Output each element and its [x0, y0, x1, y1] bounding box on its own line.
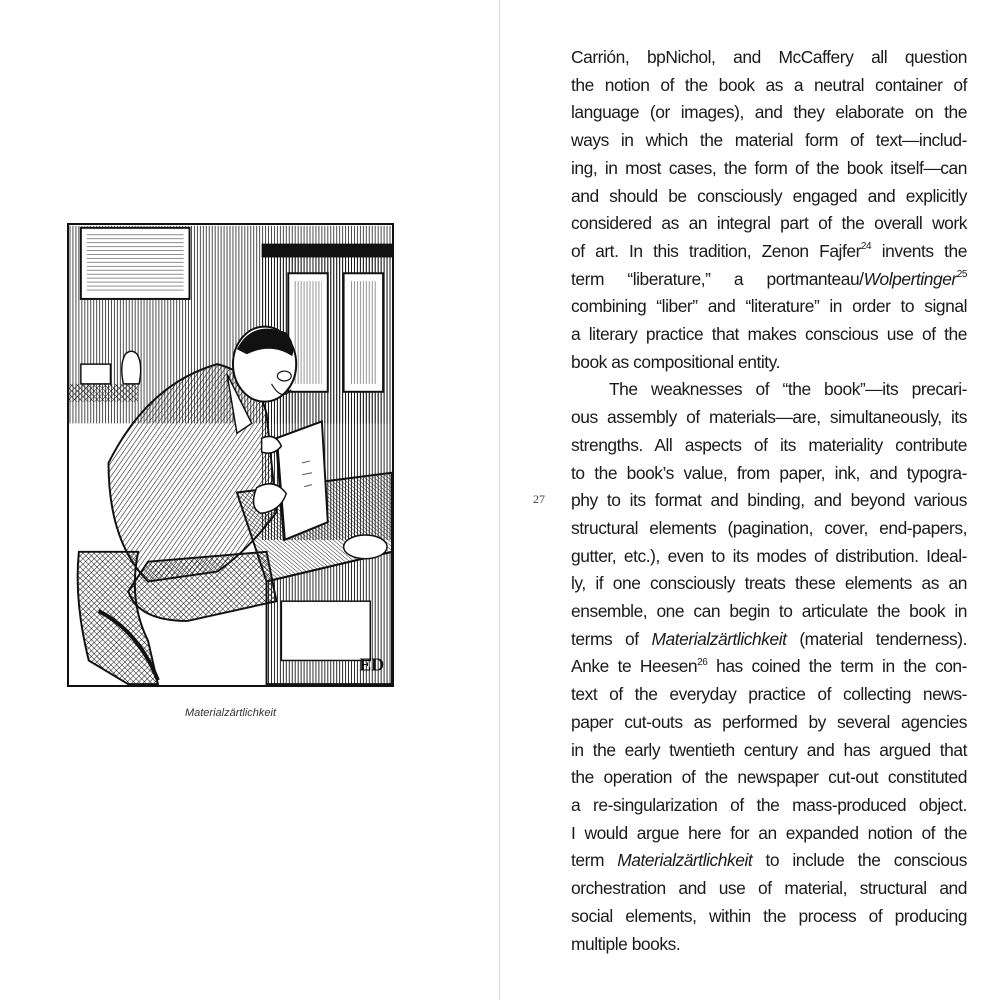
text-line: and should be consciously engaged and explicitly: [571, 185, 967, 206]
text-segment: Anke te Heesen: [571, 656, 698, 677]
text-line: strengths. All aspects of its materiality contribute: [571, 434, 967, 455]
text-line: considered as an integral part of the overall work: [571, 213, 967, 234]
text-line: paper cut-outs as performed by several agencies: [571, 711, 967, 732]
illustration-man-reading: [67, 223, 394, 687]
body-text: [571, 44, 967, 958]
text-line: Carrión, bpNichol, and McCaffery all question: [571, 47, 967, 67]
italic-term: Materialzärtlichkeit: [617, 850, 753, 871]
text-line: [571, 847, 967, 875]
footnote-ref-24: 24: [860, 241, 872, 253]
footnote-ref-25: 25: [956, 268, 967, 280]
text-line: ly, if one consciously treats these elements as an: [571, 573, 967, 594]
text-line: to the book’s value, from paper, ink, and typogra-: [571, 462, 967, 483]
text-line: ous assembly of materials—are, simultaneously, its: [571, 407, 967, 428]
text-line: in the early twentieth century and has argued that: [571, 739, 967, 760]
text-line: multiple books.: [571, 933, 681, 954]
text-line: [571, 238, 967, 266]
text-line: [571, 266, 967, 294]
italic-term: Materialzärtlichkeit: [651, 628, 787, 649]
text-segment: to include the conscious: [765, 850, 967, 871]
text-segment: (material tenderness).: [799, 628, 967, 649]
text-line: The weaknesses of “the book”—its precari-: [609, 379, 967, 400]
text-line: ways in which the material form of text—includ-: [571, 130, 967, 151]
text-line: the notion of the book as a neutral container of: [571, 74, 967, 95]
text-line: the operation of the newspaper cut-out constituted: [571, 767, 967, 788]
text-segment: invents the: [881, 240, 967, 261]
text-segment: term “liberature,” a portmanteau/: [571, 268, 864, 289]
text-line: orchestration and use of material, structural and: [571, 878, 967, 899]
paragraph-2: [571, 376, 967, 958]
footnote-ref-26: 26: [697, 656, 708, 668]
text-line: [571, 626, 967, 654]
text-segment: of art. In this tradition, Zenon Fajfer: [571, 240, 861, 261]
text-line: book as compositional entity.: [571, 351, 780, 372]
text-segment: has coined the term in the con-: [716, 656, 967, 677]
page-gutter: [499, 0, 500, 1000]
text-line: a re-singularization of the mass-produced object.: [571, 794, 967, 815]
svg-text:ED: ED: [359, 654, 385, 675]
paragraph-1: [571, 44, 967, 376]
figure-caption: Materialzärtlichkeit: [184, 707, 277, 719]
italic-term: Wolpertinger: [863, 268, 957, 289]
text-line: gutter, etc.), even to its modes of distribution. Ideal-: [571, 545, 967, 566]
text-line: structural elements (pagination, cover, end-papers,: [571, 517, 967, 538]
text-line: ensemble, one can begin to articulate the book in: [571, 601, 967, 622]
text-line: [571, 653, 967, 681]
text-line: I would argue here for an expanded notion of the: [571, 822, 967, 843]
page-number: 27: [533, 492, 545, 506]
text-line: text of the everyday practice of collecting news-: [571, 684, 967, 705]
text-line: combining “liber” and “literature” in order to signal: [571, 296, 967, 317]
text-line: social elements, within the process of producing: [571, 905, 967, 926]
text-line: phy to its format and binding, and beyond various: [571, 490, 967, 511]
text-segment: term: [571, 850, 604, 871]
ink-drawing: [69, 225, 392, 685]
text-line: language (or images), and they elaborate on the: [571, 102, 967, 123]
text-segment: terms of: [571, 628, 639, 649]
text-line: a literary practice that makes conscious use of the: [571, 324, 967, 345]
text-line: ing, in most cases, the form of the book itself—can: [571, 157, 967, 178]
